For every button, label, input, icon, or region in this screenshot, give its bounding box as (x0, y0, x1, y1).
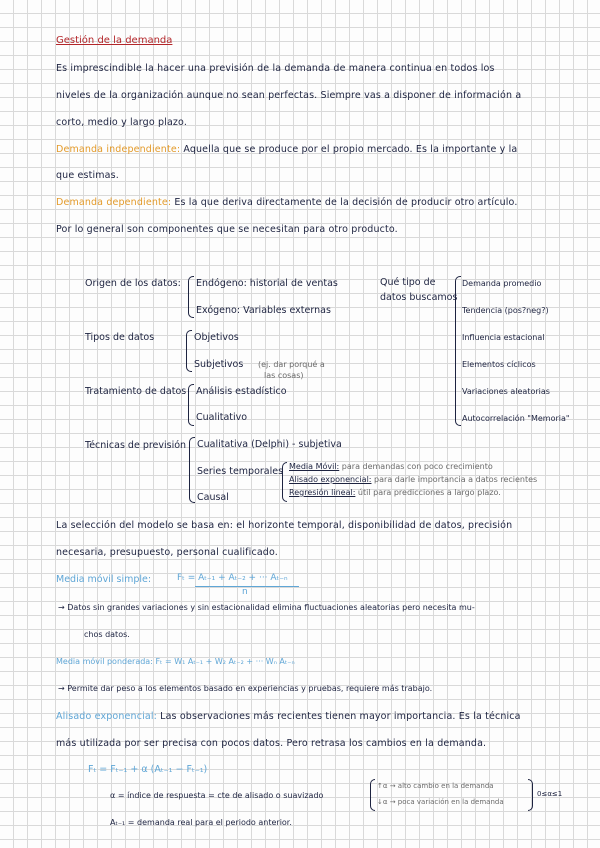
seleccion-line-1: La selección del modelo se basa en: el horizonte temporal, disponibilidad de datos, precisión (56, 520, 513, 531)
brace-series (282, 462, 287, 502)
mmp-label: Media móvil ponderada: (56, 657, 153, 666)
tipo-item-1: Demanda promedio (462, 279, 542, 288)
dep-line-2: Por lo general son componentes que se necesitan para otro producto. (56, 224, 398, 235)
alpha-high: ↑α → alto cambio en la demanda (377, 782, 494, 790)
subj-note-1: (ej. dar porqué a (258, 360, 325, 369)
tipo-item-6: Autocorrelación "Memoria" (462, 414, 570, 423)
intro-line-1: Es imprescindible la hacer una previsión de la demanda de manera continua en todos los (56, 63, 495, 74)
indep-label: Demanda independiente: (56, 144, 181, 155)
mm-label: Media Móvil: (289, 462, 340, 471)
que-tipo-2: datos buscamos (380, 292, 458, 303)
dep-label: Demanda dependiente: (56, 197, 172, 208)
tecnicas-label: Técnicas de previsión (85, 440, 187, 451)
mms-note-1: Datos sin grandes variaciones y sin estacionalidad elimina fluctuaciones aleatorias pero necesita mu- (67, 603, 475, 612)
cualitativa-delphi: Cualitativa (Delphi) - subjetiva (197, 439, 342, 450)
ae-line-2: más utilizada por ser precisa con pocos datos. Pero retrasa los cambios en la demanda. (56, 738, 487, 749)
alisado-item (289, 475, 537, 485)
ae-line-1 (56, 711, 521, 723)
exogeno: Exógeno: Variables externas (196, 305, 331, 316)
alpha-low: ↓α → poca variación en la demanda (377, 798, 504, 806)
mm-text: para demandas con poco crecimiento (339, 462, 493, 471)
dep-line-1 (56, 197, 518, 209)
mms-note-2: chos datos. (84, 630, 130, 639)
tipo-item-3: Influencia estacional (462, 333, 545, 342)
media-movil-item (289, 462, 493, 472)
regresion-item (289, 488, 501, 498)
mmp-line (56, 657, 295, 667)
arrow-icon: → (58, 684, 68, 693)
arrow-icon: → (58, 603, 68, 612)
mms-formula-den: n (242, 587, 248, 597)
subj-note-2: las cosas) (264, 371, 304, 380)
tipo-item-4: Elementos cíclicos (462, 360, 536, 369)
objetivos: Objetivos (194, 332, 239, 343)
subjetivos: Subjetivos (194, 359, 244, 370)
a-definition: Aₜ₋₁ = demanda real para el periodo anterior. (110, 818, 292, 827)
ae-formula: Fₜ = Fₜ₋₁ + α (Aₜ₋₁ − Fₜ₋₁) (88, 764, 208, 775)
ae-label: Alisado exponencial: (289, 475, 372, 484)
brace-tecnicas (189, 437, 195, 503)
brace-tratamiento (188, 384, 194, 426)
analisis: Análisis estadístico (196, 386, 287, 397)
indep-text-1: Aquella que se produce por el propio mercado. Es la importante y la (180, 144, 518, 155)
mms-arrow-line (58, 603, 475, 613)
seleccion-line-2: necesaria, presupuesto, personal cualificado. (56, 547, 278, 558)
series-temporales: Series temporales (197, 466, 284, 477)
brace-tipos (186, 330, 192, 372)
causal: Causal (197, 492, 229, 503)
alpha-definition: α = índice de respuesta = cte de alisado o suavizado (110, 791, 324, 800)
page-title: Gestión de la demanda (56, 35, 173, 46)
indep-line-1 (56, 144, 517, 156)
alpha-range: 0≤α≤1 (537, 790, 563, 798)
brace-origen (188, 276, 194, 318)
tipo-item-5: Variaciones aleatorias (462, 387, 550, 396)
tipo-item-2: Tendencia (pos?neg?) (462, 306, 549, 315)
dep-text-1: Es la que deriva directamente de la decisión de producir otro artículo. (171, 197, 518, 208)
indep-line-2: que estimas. (56, 170, 119, 181)
ae-text-1: Las observaciones más recientes tienen mayor importancia. Es la técnica (156, 711, 521, 722)
tipos-label: Tipos de datos (85, 332, 155, 343)
rl-label: Regresión lineal: (289, 488, 356, 497)
brace-alpha-right (528, 779, 533, 811)
intro-line-2: niveles de la organización aunque no sean perfectas. Siempre vas a disponer de información a (56, 90, 522, 101)
rl-text: útil para predicciones a largo plazo. (355, 488, 501, 497)
ae-section-label: Alisado exponencial: (56, 711, 157, 722)
origen-label: Origen de los datos: (85, 278, 181, 289)
mmp-arrow-line (58, 684, 432, 694)
mmp-note: Permite dar peso a los elementos basado en experiencias y pruebas, requiere más trabajo. (67, 684, 433, 693)
que-tipo-1: Qué tipo de (380, 277, 436, 288)
brace-alpha-left (370, 779, 375, 811)
cualitativo: Cualitativo (196, 412, 248, 423)
mms-label: Media móvil simple: (56, 574, 152, 585)
tratamiento-label: Tratamiento de datos (85, 386, 187, 397)
brace-tipos-datos (455, 276, 461, 426)
mms-formula-num: Fₜ = Aₜ₋₁ + Aₜ₋₂ + ··· Aₜ₋ₙ (177, 573, 288, 583)
endogeno: Endógeno: historial de ventas (196, 278, 338, 289)
ae-text: para darle importancia a datos recientes (371, 475, 538, 484)
mmp-formula: Fₜ = W₁ Aₜ₋₁ + W₂ Aₜ₋₂ + ··· Wₙ Aₜ₋ₙ (155, 657, 295, 666)
intro-line-3: corto, medio y largo plazo. (56, 117, 188, 128)
